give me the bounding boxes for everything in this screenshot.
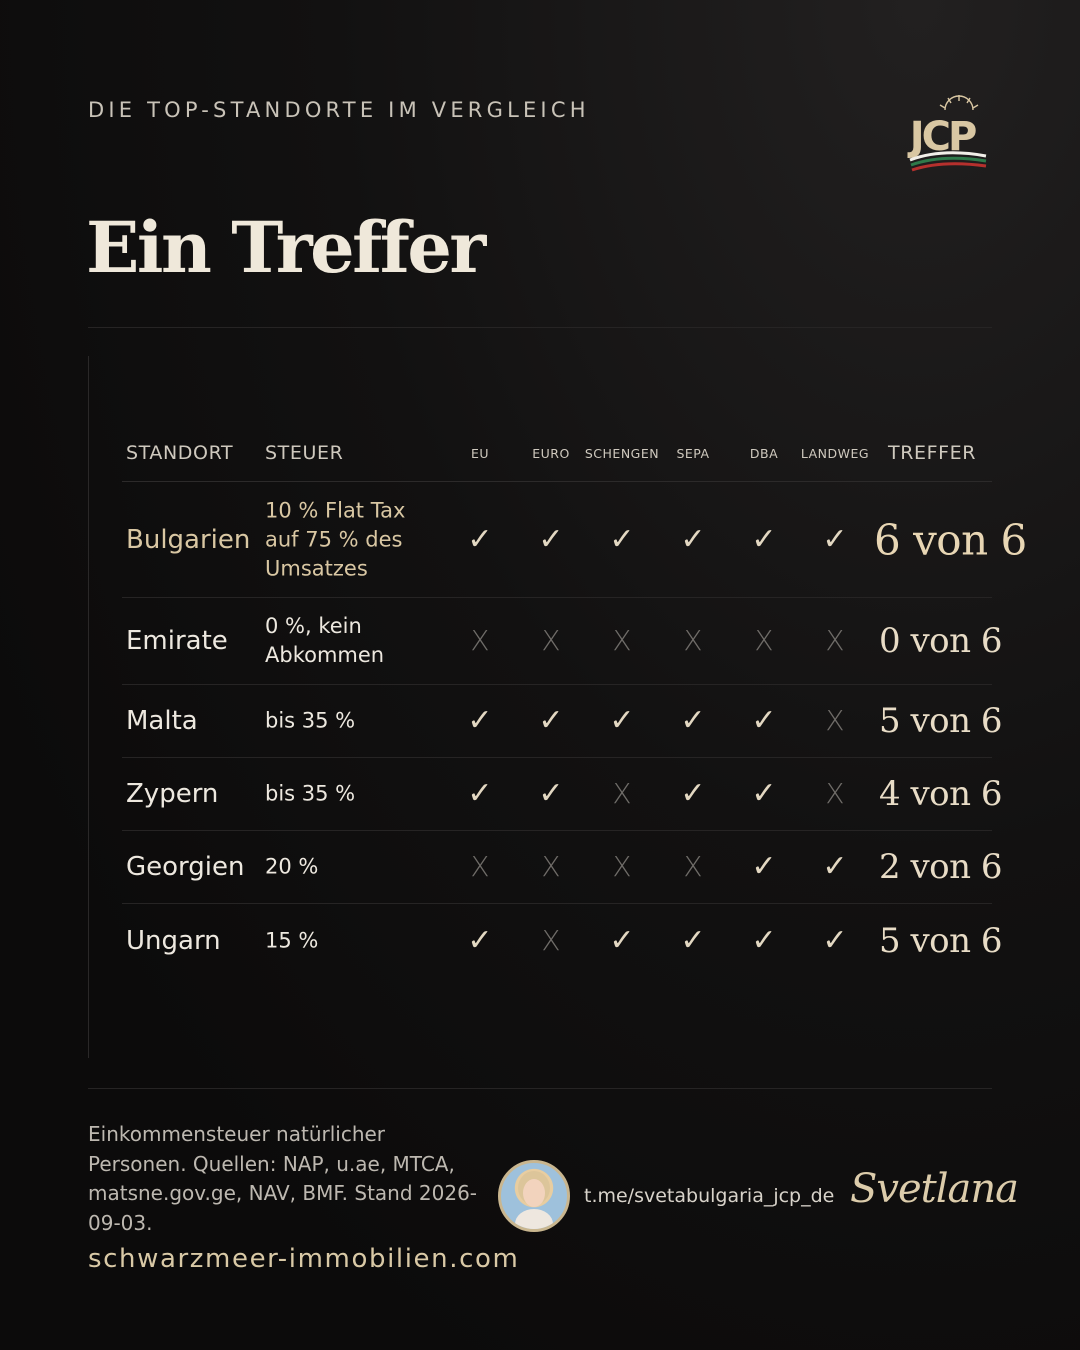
cross-icon-landweg: X: [825, 624, 845, 657]
row-steuer: 10 % Flat Tax auf 75 % des Umsatzes: [265, 498, 406, 580]
row-standort: Malta: [126, 706, 198, 736]
cross-icon-schengen: X: [612, 850, 632, 883]
col-sepa: SEPA: [676, 446, 710, 461]
col-schengen: SCHENGEN: [584, 446, 660, 461]
col-treffer: TREFFER: [888, 442, 977, 464]
cross-icon-euro: X: [541, 923, 561, 957]
row-steuer: 0 %, kein Abkommen: [265, 614, 385, 667]
row-steuer: bis 35 %: [265, 708, 356, 733]
page-kicker: DIE TOP-STANDORTE IM VERGLEICH: [88, 98, 590, 122]
row-standort: Georgien: [126, 852, 245, 882]
cross-icon-sepa: X: [683, 850, 703, 883]
cross-icon-euro: X: [541, 850, 561, 883]
row-treffer: 2 von 6: [879, 847, 1002, 887]
check-icon-landweg: ✓: [822, 521, 848, 557]
row-treffer: 6 von 6: [874, 515, 1027, 564]
telegram-link[interactable]: t.me/svetabulgaria_jcp_de: [584, 1185, 835, 1207]
check-icon-dba: ✓: [751, 849, 777, 884]
col-euro: EURO: [532, 446, 570, 461]
check-icon-sepa: ✓: [680, 703, 706, 738]
cross-icon-eu: X: [470, 850, 490, 883]
signature: Svetlana: [850, 1166, 1018, 1212]
check-icon-dba: ✓: [751, 776, 777, 811]
row-standort: Emirate: [126, 626, 228, 656]
row-standort: Bulgarien: [126, 524, 251, 555]
cross-icon-landweg: X: [825, 704, 845, 737]
check-icon-landweg: ✓: [822, 849, 848, 884]
avatar-body: [515, 1209, 553, 1232]
row-treffer: 5 von 6: [879, 701, 1002, 741]
comparison-table: [122, 430, 1027, 977]
col-dba: DBA: [749, 446, 779, 461]
check-icon-sepa: ✓: [680, 521, 706, 557]
row-treffer: 5 von 6: [879, 920, 1002, 961]
check-icon-euro: ✓: [538, 776, 564, 811]
row-standort: Ungarn: [126, 925, 221, 956]
cross-icon-dba: X: [754, 624, 774, 657]
row-steuer: 20 %: [265, 854, 319, 879]
check-icon-landweg: ✓: [822, 922, 848, 958]
check-icon-euro: ✓: [538, 521, 564, 557]
col-standort: STANDORT: [126, 442, 234, 464]
check-icon-dba: ✓: [751, 521, 777, 557]
check-icon-eu: ✓: [467, 521, 493, 557]
check-icon-eu: ✓: [467, 922, 493, 958]
table-row: [122, 685, 1002, 758]
check-icon-schengen: ✓: [609, 922, 635, 958]
cross-icon-eu: X: [470, 624, 490, 657]
cross-icon-schengen: X: [612, 624, 632, 657]
col-steuer: STEUER: [265, 442, 344, 464]
check-icon-dba: ✓: [751, 922, 777, 958]
col-eu: EU: [470, 446, 490, 461]
check-icon-sepa: ✓: [680, 776, 706, 811]
table-row: [122, 482, 1027, 598]
check-icon-schengen: ✓: [609, 703, 635, 738]
logo-text: JCP: [909, 114, 975, 160]
check-icon-euro: ✓: [538, 703, 564, 738]
website-link[interactable]: schwarzmeer-immobilien.com: [88, 1244, 520, 1274]
source-note: Einkommensteuer natürlicher Personen. Quellen: NAP, u.ae, MTCA, matsne.gov.ge, NAV, BMF. Stand 2026-09-03.: [88, 1122, 478, 1235]
row-treffer: 4 von 6: [879, 774, 1002, 814]
check-icon-schengen: ✓: [609, 521, 635, 557]
table-row: [122, 904, 1002, 977]
row-standort: Zypern: [126, 779, 219, 809]
check-icon-eu: ✓: [467, 703, 493, 738]
cross-icon-schengen: X: [612, 777, 632, 810]
table-row: [122, 831, 1002, 904]
check-icon-dba: ✓: [751, 703, 777, 738]
cross-icon-landweg: X: [825, 777, 845, 810]
cross-icon-sepa: X: [683, 624, 703, 657]
jcp-logo: [890, 92, 995, 182]
cross-icon-euro: X: [541, 624, 561, 657]
row-steuer: bis 35 %: [265, 781, 356, 806]
check-icon-sepa: ✓: [680, 922, 706, 958]
row-treffer: 0 von 6: [879, 621, 1002, 661]
table-header: [122, 430, 992, 482]
bottom-divider: [88, 1088, 992, 1089]
table-row: [122, 758, 1002, 831]
check-icon-eu: ✓: [467, 776, 493, 811]
panel-border: [88, 356, 89, 1058]
col-landweg: LANDWEG: [800, 446, 870, 461]
table-body: [122, 482, 1027, 977]
page-title: Ein Treffer: [86, 206, 484, 289]
top-divider: [88, 327, 992, 328]
avatar-face: [523, 1179, 545, 1207]
table-row: [122, 598, 1002, 685]
author-avatar: [498, 1160, 570, 1232]
row-steuer: 15 %: [265, 928, 319, 952]
